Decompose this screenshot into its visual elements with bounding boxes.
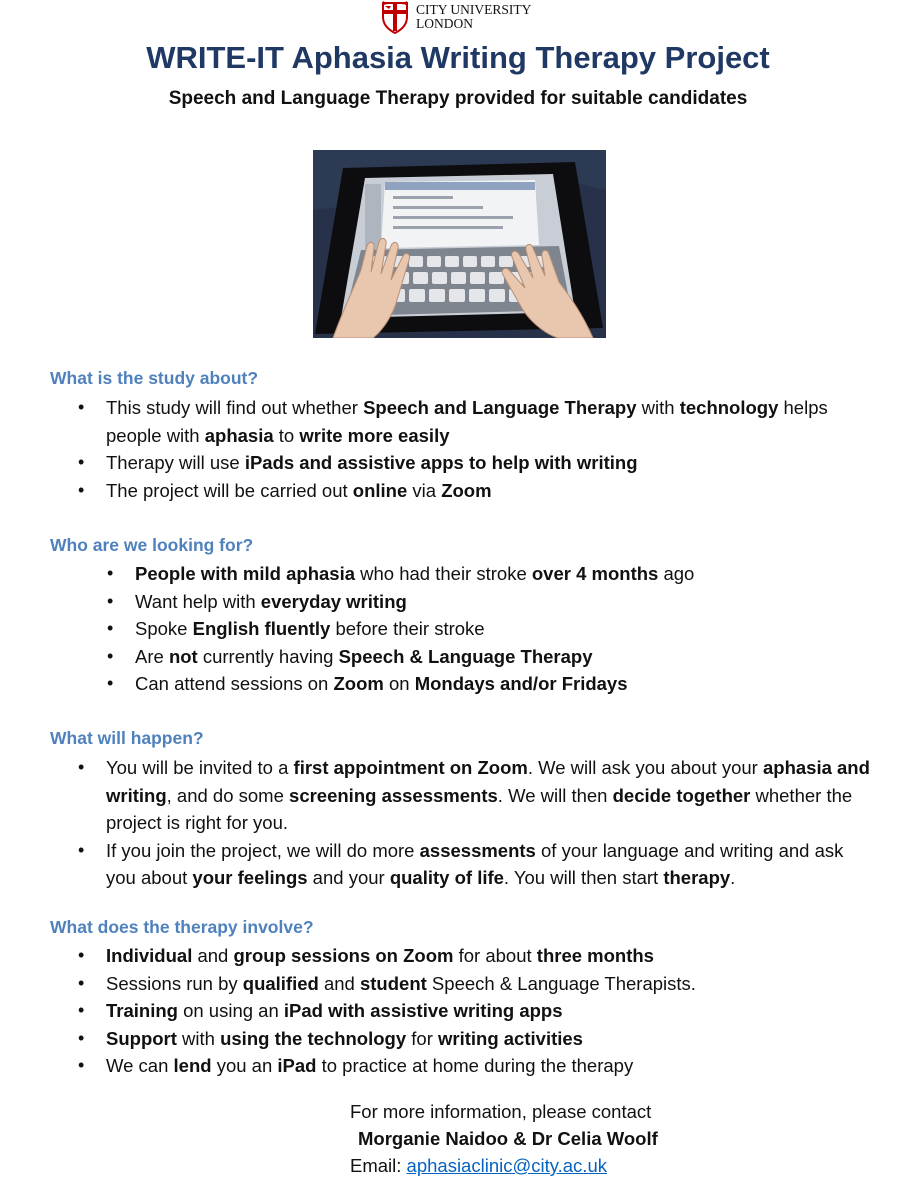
list-item: • If you join the project, we will do more assessments of your language and writing and ask you about your feelings and your quality of life. You will then start therapy. <box>78 837 878 892</box>
logo-text <box>416 3 531 31</box>
list-item: • The project will be carried out online via Zoom <box>78 477 878 505</box>
section-heading-what-will-happen: What will happen? <box>50 728 204 748</box>
criteria-list <box>107 560 887 698</box>
page-title: WRITE-IT Aphasia Writing Therapy Project <box>146 40 770 75</box>
therapy-list <box>78 942 878 1080</box>
list-item: • Training on using an iPad with assistive writing apps <box>78 997 878 1025</box>
list-item: • People with mild aphasia who had their stroke over 4 months ago <box>107 560 887 588</box>
logo-line1: CITY UNIVERSITY <box>416 2 532 17</box>
email-label: Email: <box>350 1155 407 1176</box>
contact-email-line <box>350 1152 658 1179</box>
university-logo <box>380 0 550 34</box>
contact-block <box>350 1098 658 1179</box>
page-subtitle: Speech and Language Therapy provided for suitable candidates <box>168 88 748 109</box>
happen-list <box>78 754 878 892</box>
contact-names: Morganie Naidoo & Dr Celia Woolf <box>358 1128 658 1149</box>
list-item: • Therapy will use iPads and assistive apps to help with writing <box>78 449 878 477</box>
list-item: • Support with using the technology for writing activities <box>78 1025 878 1053</box>
tablet-illustration <box>313 150 606 338</box>
crest-icon <box>380 0 410 34</box>
list-item: • Want help with everyday writing <box>107 588 887 616</box>
study-list <box>78 394 878 504</box>
list-item: • This study will find out whether Speech and Language Therapy with technology helps people with aphasia to write more easily <box>78 394 878 449</box>
list-item: • We can lend you an iPad to practice at home during the therapy <box>78 1052 878 1080</box>
tablet-photo <box>313 150 606 338</box>
list-item: • Sessions run by qualified and student Speech & Language Therapists. <box>78 970 878 998</box>
email-link[interactable]: aphasiaclinic@city.ac.uk <box>406 1155 607 1176</box>
logo-line2: LONDON <box>416 16 473 31</box>
section-heading-study: What is the study about? <box>50 368 259 388</box>
list-item: • Spoke English fluently before their stroke <box>107 615 887 643</box>
list-item: • Are not currently having Speech & Language Therapy <box>107 643 887 671</box>
list-item: • You will be invited to a first appointment on Zoom. We will ask you about your aphasia and writing, and do some screening assessments. We will then decide together whether the project is right for you. <box>78 754 878 837</box>
section-heading-looking-for: Who are we looking for? <box>50 535 254 555</box>
list-item: • Individual and group sessions on Zoom for about three months <box>78 942 878 970</box>
section-heading-therapy-involve: What does the therapy involve? <box>50 917 314 937</box>
contact-intro: For more information, please contact <box>350 1101 652 1122</box>
list-item: • Can attend sessions on Zoom on Mondays and/or Fridays <box>107 670 887 698</box>
